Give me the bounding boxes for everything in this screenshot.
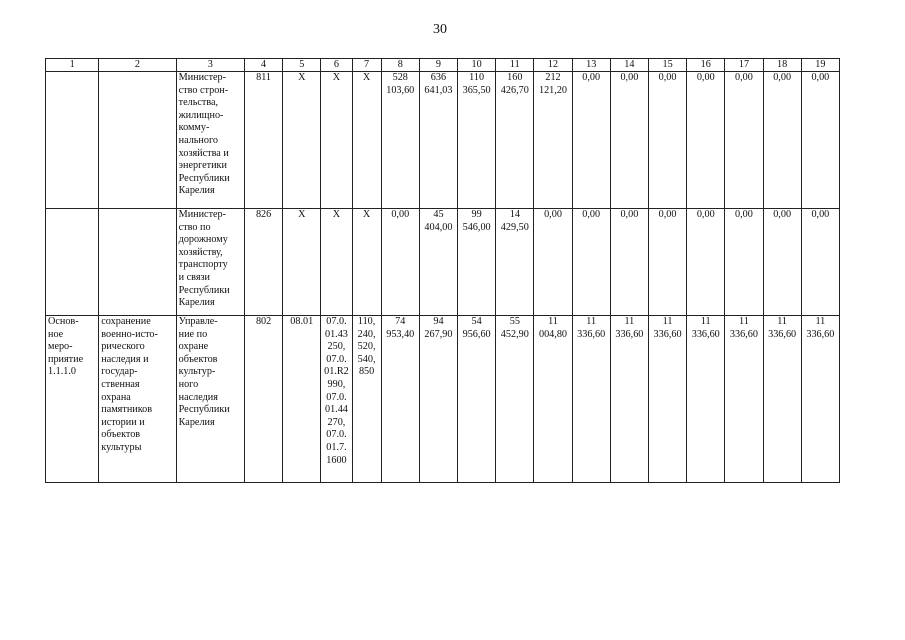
- value-cell: 11 336,60: [648, 316, 686, 483]
- value-cell: 0,00: [763, 209, 801, 316]
- grbs-cell: 811: [244, 72, 282, 209]
- vr-cell: 110, 240, 520, 540, 850: [352, 316, 381, 483]
- value-cell: 99 546,00: [458, 209, 496, 316]
- column-number: 15: [648, 59, 686, 72]
- value-cell: 110 365,50: [458, 72, 496, 209]
- value-cell: 0,00: [763, 72, 801, 209]
- value-cell: 0,00: [801, 209, 839, 316]
- csr-cell: Х: [321, 72, 352, 209]
- csr-cell: Х: [321, 209, 352, 316]
- executor-cell: Управле- ние по охране объектов культур- ного наследия Республики Карелия: [176, 316, 244, 483]
- page-number: 30: [433, 22, 447, 37]
- value-cell: 11 336,60: [610, 316, 648, 483]
- column-number: 8: [381, 59, 419, 72]
- value-cell: 0,00: [725, 72, 763, 209]
- value-cell: 0,00: [572, 72, 610, 209]
- value-cell: 0,00: [725, 209, 763, 316]
- value-cell: 0,00: [534, 209, 572, 316]
- value-cell: 212 121,20: [534, 72, 572, 209]
- executor-cell: Министер- ство строн- тельства, жилищно- комму- нального хозяйства и энергетики Республики Карелия: [176, 72, 244, 209]
- column-number: 14: [610, 59, 648, 72]
- column-number: 12: [534, 59, 572, 72]
- value-cell: 11 004,80: [534, 316, 572, 483]
- column-number: 3: [176, 59, 244, 72]
- column-number: 7: [352, 59, 381, 72]
- event-cell: Основ- ное меро- приятие 1.1.1.0: [46, 316, 99, 483]
- executor-cell: Министер- ство по дорожному хозяйству, транспорту и связи Республики Карелия: [176, 209, 244, 316]
- value-cell: 0,00: [572, 209, 610, 316]
- value-cell: 0,00: [648, 209, 686, 316]
- column-number: 4: [244, 59, 282, 72]
- column-number: 1: [46, 59, 99, 72]
- value-cell: 0,00: [801, 72, 839, 209]
- value-cell: 0,00: [648, 72, 686, 209]
- value-cell: 0,00: [610, 72, 648, 209]
- vr-cell: Х: [352, 209, 381, 316]
- value-cell: 528 103,60: [381, 72, 419, 209]
- column-number: 13: [572, 59, 610, 72]
- column-number: 5: [283, 59, 321, 72]
- value-cell: 74 953,40: [381, 316, 419, 483]
- rzpr-cell: Х: [283, 209, 321, 316]
- value-cell: 94 267,90: [419, 316, 457, 483]
- value-cell: 54 956,60: [458, 316, 496, 483]
- column-number: 9: [419, 59, 457, 72]
- column-number: 18: [763, 59, 801, 72]
- column-number: 11: [496, 59, 534, 72]
- value-cell: 14 429,50: [496, 209, 534, 316]
- table-row: [46, 316, 840, 483]
- grbs-cell: 826: [244, 209, 282, 316]
- value-cell: 0,00: [687, 209, 725, 316]
- column-number-row: [46, 59, 840, 72]
- value-cell: 55 452,90: [496, 316, 534, 483]
- csr-cell: 07.0. 01.43 250, 07.0. 01.R2 990, 07.0. 01.44 270, 07.0. 01.7. 1600: [321, 316, 352, 483]
- name-cell: [99, 72, 176, 209]
- budget-table: [45, 58, 840, 483]
- value-cell: 0,00: [687, 72, 725, 209]
- name-cell: сохранение военно-исто- рического наследия и государ- ственная охрана памятников истории и объектов культуры: [99, 316, 176, 483]
- rzpr-cell: Х: [283, 72, 321, 209]
- value-cell: 45 404,00: [419, 209, 457, 316]
- value-cell: 0,00: [610, 209, 648, 316]
- value-cell: 11 336,60: [763, 316, 801, 483]
- column-number: 16: [687, 59, 725, 72]
- event-cell: [46, 72, 99, 209]
- value-cell: 11 336,60: [687, 316, 725, 483]
- vr-cell: Х: [352, 72, 381, 209]
- column-number: 19: [801, 59, 839, 72]
- grbs-cell: 802: [244, 316, 282, 483]
- rzpr-cell: 08.01: [283, 316, 321, 483]
- name-cell: [99, 209, 176, 316]
- value-cell: 11 336,60: [801, 316, 839, 483]
- column-number: 2: [99, 59, 176, 72]
- value-cell: 160 426,70: [496, 72, 534, 209]
- event-cell: [46, 209, 99, 316]
- column-number: 10: [458, 59, 496, 72]
- column-number: 6: [321, 59, 352, 72]
- value-cell: 0,00: [381, 209, 419, 316]
- table-row: [46, 72, 840, 209]
- table-row: [46, 209, 840, 316]
- value-cell: 11 336,60: [572, 316, 610, 483]
- value-cell: 636 641,03: [419, 72, 457, 209]
- column-number: 17: [725, 59, 763, 72]
- value-cell: 11 336,60: [725, 316, 763, 483]
